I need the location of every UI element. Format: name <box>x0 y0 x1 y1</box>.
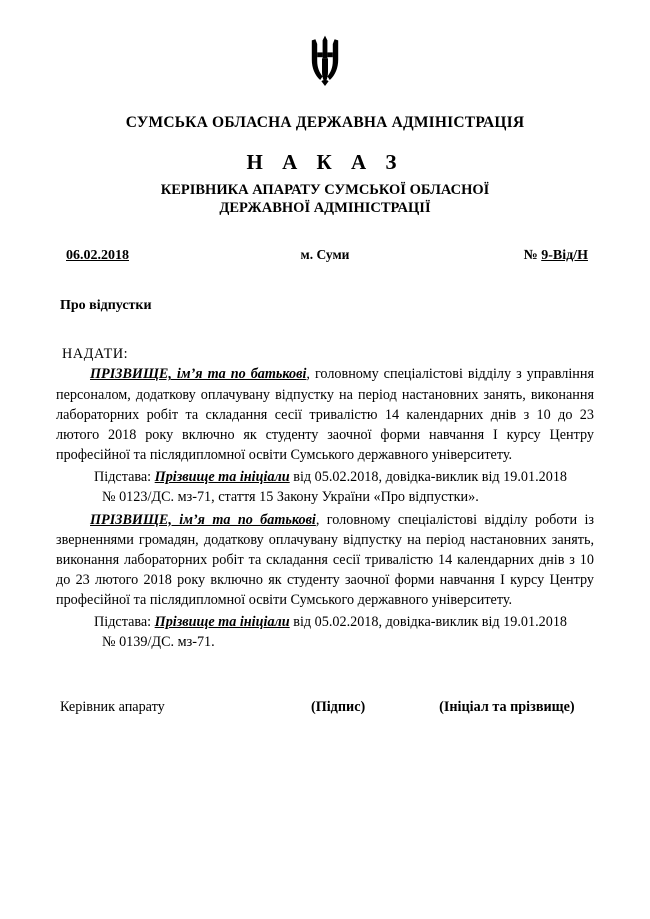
order-item-1-basis-line-2: № 0123/ДС. мз-71, стаття 15 Закону України «Про відпустки». <box>102 489 479 506</box>
order-item-1-basis-text: від 05.02.2018, довідка-виклик від 19.01.2018 <box>289 469 568 486</box>
signature-placeholder: (Підпис) <box>310 698 366 715</box>
document-body <box>56 344 594 652</box>
order-item-2-basis-label: Підстава: <box>94 614 155 631</box>
ukraine-coat-of-arms-tryzub-icon <box>307 34 343 90</box>
document-type-title: Н А К А З <box>246 150 404 174</box>
order-item-2-basis-text: від 05.02.2018, довідка-виклик від 19.01.2018 <box>289 614 568 631</box>
order-item-1 <box>56 364 594 465</box>
document-number-prefix: № <box>523 248 538 264</box>
order-keyword: НАДАТИ: <box>62 346 129 363</box>
order-item-2-basis-line-2: № 0139/ДС. мз-71. <box>102 634 215 651</box>
document-subtitle <box>56 181 594 217</box>
order-item-2 <box>56 510 594 611</box>
document-city: м. Суми <box>300 247 350 263</box>
document-number-value: 9-Від/Н <box>541 248 588 264</box>
signatory-title: Керівник апарату <box>60 698 165 715</box>
signature-block <box>56 699 594 716</box>
organization-title: СУМСЬКА ОБЛАСНА ДЕРЖАВНА АДМІНІСТРАЦІЯ <box>125 114 525 131</box>
order-item-1-basis-name: Прізвище та ініціали <box>154 469 290 486</box>
order-item-1-basis <box>56 467 594 507</box>
document-subject: Про відпустки <box>60 298 152 314</box>
order-item-1-text: , головному спеціалістові відділу з управління персоналом, додаткову оплачувану відпустку на період настановних занять, виконання лабораторних робіт та складання сесії тривалістю 14 календарних днів з 10 до 23 лютого 2018 року включно як студенту заочної форми навчання І курсу Центру професійної та післядипломної освіти Сумського державного університету. <box>56 366 594 464</box>
order-item-1-name: ПРІЗВИЩЕ, ім’я та по батькові <box>90 366 307 383</box>
order-item-2-basis <box>56 612 594 652</box>
document-meta-row <box>56 247 594 264</box>
emblem-container <box>56 34 594 106</box>
document-date: 06.02.2018 <box>66 248 129 264</box>
order-item-2-text: , головному спеціалістові відділу роботи із зверненнями громадян, додаткову оплачувану відпустку на період настановних занять, виконання лабораторних робіт та складання сесії тривалістю 14 календарних днів з 10 до 23 лютого 2018 року включно як студенту заочної форми навчання І курсу Центру професійної та післядипломної освіти Сумського державного університету. <box>56 511 594 609</box>
document-subtitle-line-2: ДЕРЖАВНОЇ АДМІНІСТРАЦІЇ <box>219 200 431 217</box>
order-item-1-basis-label: Підстава: <box>94 469 155 486</box>
document-number <box>416 248 594 264</box>
order-item-2-name: ПРІЗВИЩЕ, ім’я та по батькові <box>90 511 316 528</box>
order-item-2-basis-name: Прізвище та ініціали <box>154 614 290 631</box>
signatory-name-placeholder: (Ініціал та прізвище) <box>439 698 575 715</box>
document-subtitle-line-1: КЕРІВНИКА АПАРАТУ СУМСЬКОЇ ОБЛАСНОЇ <box>160 182 490 198</box>
